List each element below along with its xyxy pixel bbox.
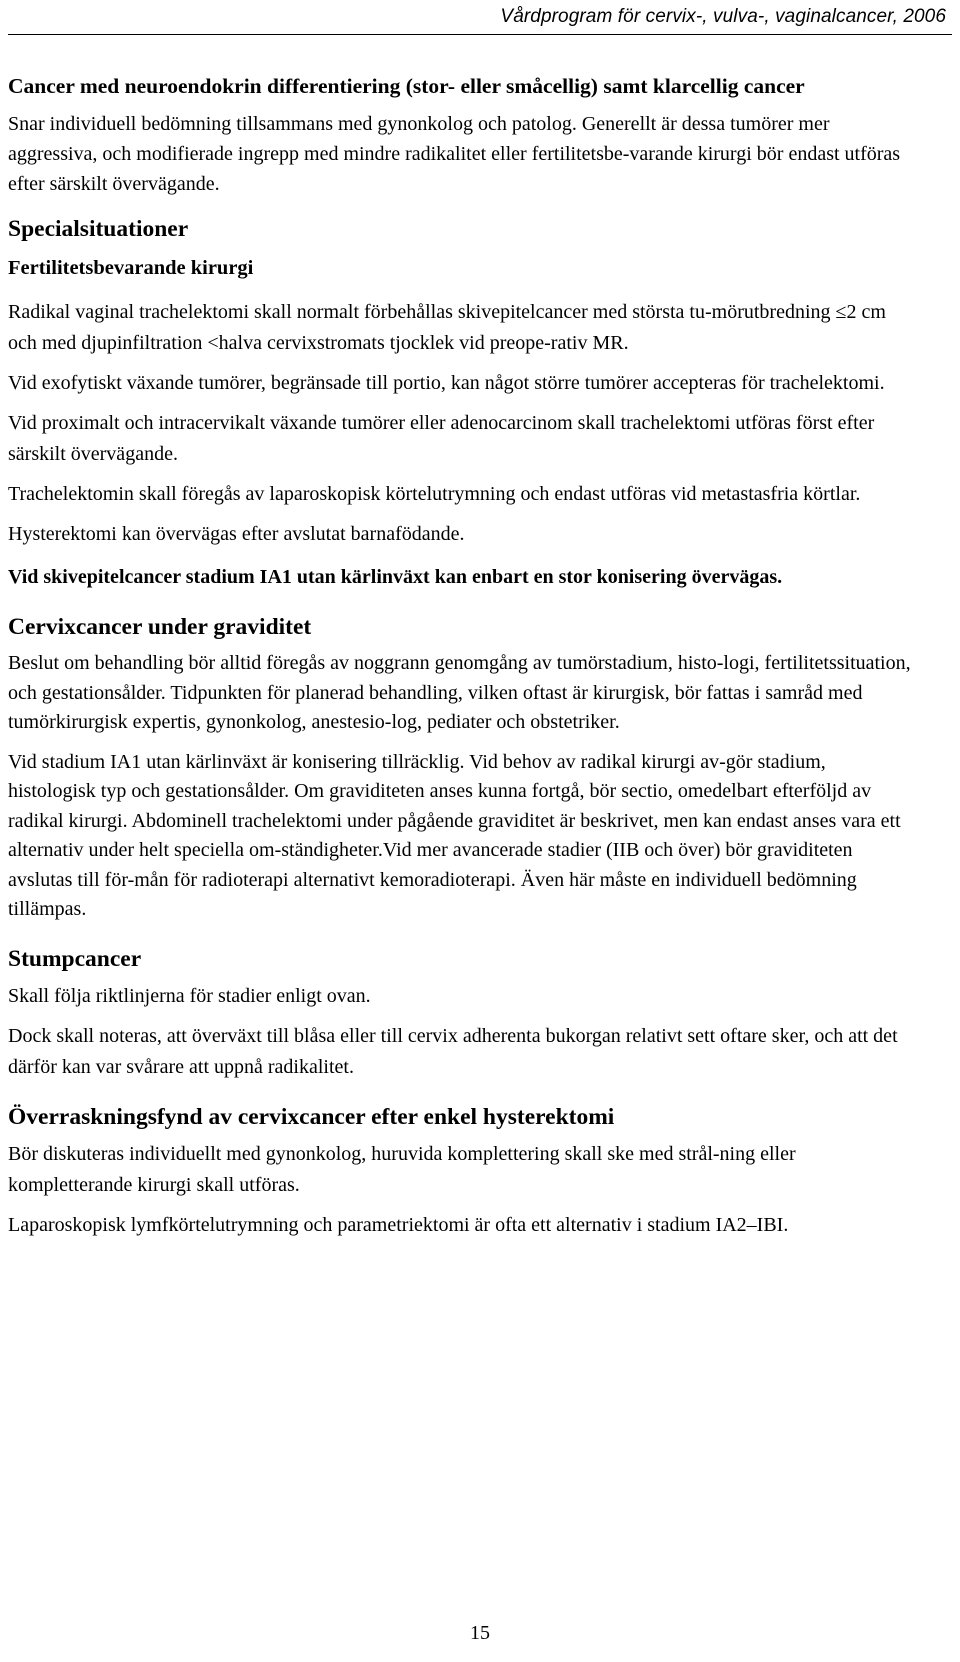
paragraph: Vid stadium IA1 utan kärlinväxt är konisering tillräcklig. Vid behov av radikal kirurgi av-gör stadium, histologisk typ och gestationsålder. Om graviditeten anses kunna fortgå, bör sectio, omedelbart efterföljd av radikal kirurgi. Abdominell trachelektomi under pågående graviditet är beskrivet, men kan endast anses vara ett alternativ under helt speciella om-ständigheter.Vid mer avancerade stadier (IIB och över) bör graviditeten avslutas till för-mån för radioterapi alternativt kemoradioterapi. Även här måste en individuell bedömning tillämpas. xyxy=(8,750,901,920)
running-header: Vårdprogram för cervix-, vulva-, vaginalcancer, 2006 xyxy=(500,6,946,27)
subsection-heading: Fertilitetsbevarande kirurgi xyxy=(8,257,254,279)
header-rule xyxy=(8,34,952,35)
paragraph: Trachelektomin skall föregås av laparoskopisk körtelutrymning och endast utföras vid metastasfria körtlar. xyxy=(8,483,861,505)
section-heading: Stumpcancer xyxy=(8,945,142,972)
paragraph: Snar individuell bedömning tillsammans med gynonkolog och patolog. Generellt är dessa tumörer mer aggressiva, och modifierade ingrepp med mindre radikalitet eller fertilitetsbe-varande kirurgi bör endast utföras efter särskilt övervägande. xyxy=(8,113,901,195)
section-neuroendocrine xyxy=(8,70,912,199)
paragraph: Hysterektomi kan övervägas efter avslutat barnafödande. xyxy=(8,523,465,545)
section-surprise-finding xyxy=(8,1101,912,1241)
paragraph: Radikal vaginal trachelektomi skall normalt förbehållas skivepitelcancer med största tu-mörutbredning ≤2 cm och med djupinfiltration <halva cervixstromats tjocklek vid preope-rativ MR. xyxy=(8,301,886,354)
document-body xyxy=(8,70,912,1241)
paragraph: Bör diskuteras individuellt med gynonkolog, huruvida komplettering skall ske med strål-ning eller kompletterande kirurgi skall utföras. xyxy=(8,1142,796,1196)
paragraph: Vid exofytiskt växande tumörer, begränsade till portio, kan något större tumörer accepteras för trachelektomi. xyxy=(8,372,885,394)
section-heading: Specialsituationer xyxy=(8,216,189,242)
page-number: 15 xyxy=(470,1622,490,1644)
section-heading: Cancer med neuroendokrin differentiering (stor- eller småcellig) samt klarcellig cancer xyxy=(8,74,805,98)
section-stump-cancer xyxy=(8,943,912,1083)
highlight-note: Vid skivepitelcancer stadium IA1 utan kärlinväxt kan enbart en stor konisering övervägas. xyxy=(8,566,783,588)
paragraph: Dock skall noteras, att överväxt till blåsa eller till cervix adherenta bukorgan relativt sett oftare sker, och att det därför kan var svårare att uppnå radikalitet. xyxy=(8,1024,898,1078)
section-special-situations xyxy=(8,213,912,593)
section-pregnancy xyxy=(8,611,912,925)
paragraph: Skall följa riktlinjerna för stadier enligt ovan. xyxy=(8,984,371,1007)
section-heading: Cervixcancer under graviditet xyxy=(8,614,312,640)
paragraph: Vid proximalt och intracervikalt växande tumörer eller adenocarcinom skall trachelektomi utföras först efter särskilt övervägande. xyxy=(8,412,875,465)
section-heading: Överraskningsfynd av cervixcancer efter enkel hysterektomi xyxy=(8,1103,615,1130)
paragraph: Laparoskopisk lymfkörtelutrymning och parametriektomi är ofta ett alternativ i stadium IA2–IBI. xyxy=(8,1213,789,1236)
paragraph: Beslut om behandling bör alltid föregås av noggrann genomgång av tumörstadium, histo-logi, fertilitetssituation, och gestationsålder. Tidpunkten för planerad behandling, vilken oftast är kirurgisk, bör fattas i samråd med tumörkirurgisk expertis, gynonkolog, anestesio-log, pediater och obstetriker. xyxy=(8,652,911,733)
